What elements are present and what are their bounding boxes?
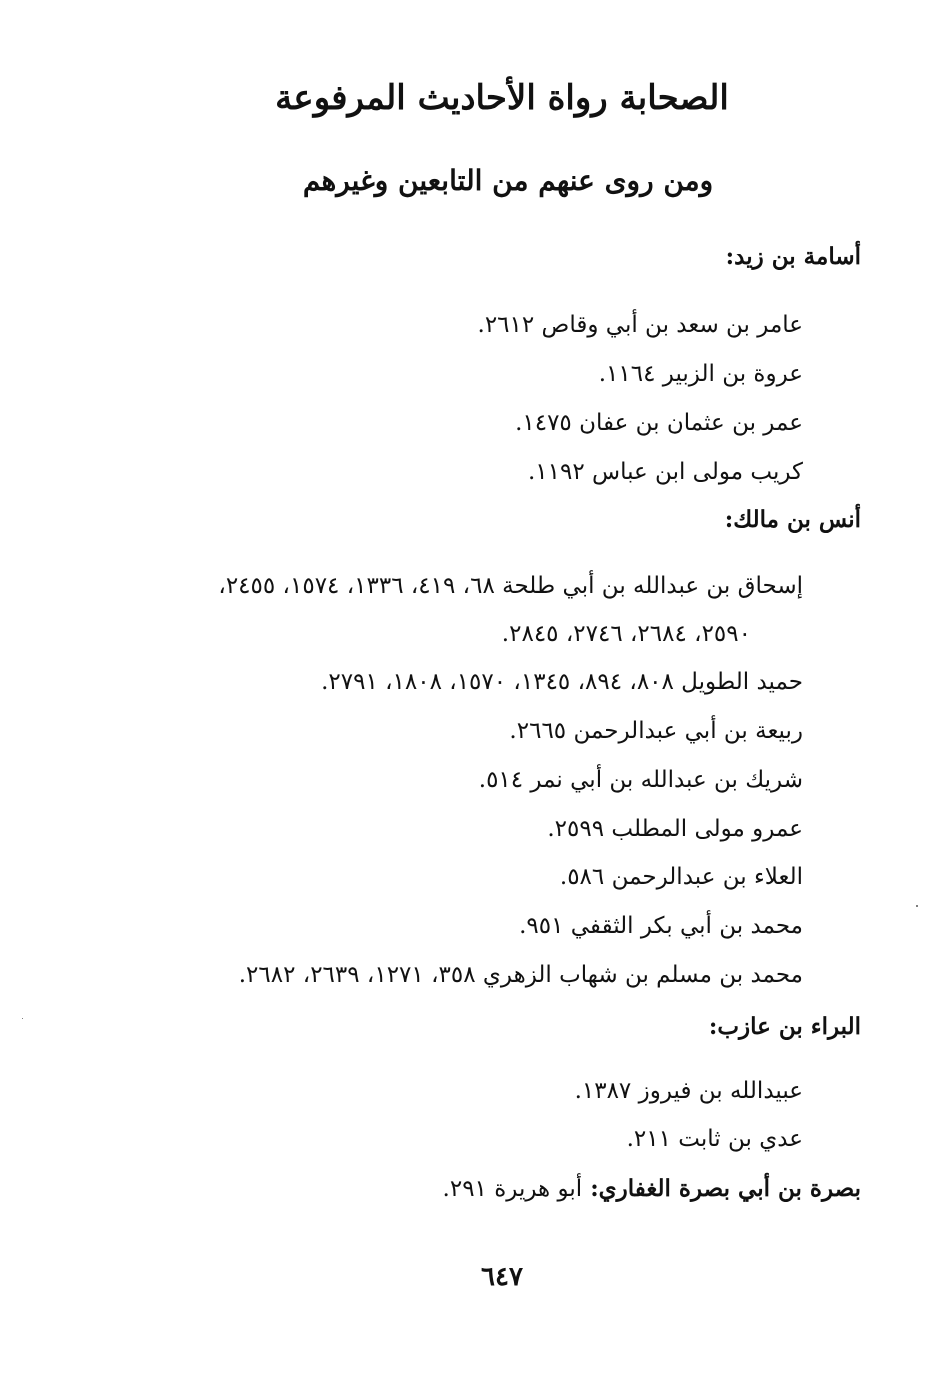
narrator-item: ربيعة بن أبي عبدالرحمن ٢٦٦٥. xyxy=(509,718,803,744)
page-number: ٦٤٧ xyxy=(481,1262,523,1292)
entry-heading-anas: أنس بن مالك: xyxy=(724,506,861,533)
narrator-item: عروة بن الزبير ١١٦٤. xyxy=(598,361,803,387)
narrator-item: عمرو مولى المطلب ٢٥٩٩. xyxy=(547,816,803,842)
narrator-item: محمد بن مسلم بن شهاب الزهري ٣٥٨، ١٢٧١، ٢٦٣٩، ٢٦٨٢. xyxy=(238,962,803,988)
entry-heading-basra xyxy=(443,1174,861,1204)
narrator-item: عبيدالله بن فيروز ١٣٨٧. xyxy=(574,1078,803,1104)
narrator-item: كريب مولى ابن عباس ١١٩٢. xyxy=(527,459,803,485)
entry-heading-bara: البراء بن عازب: xyxy=(708,1013,861,1040)
entry-heading-usama: أسامة بن زيد: xyxy=(725,243,861,270)
narrator-item: عدي بن ثابت ٢١١. xyxy=(626,1126,803,1152)
narrator-item: عامر بن سعد بن أبي وقاص ٢٦١٢. xyxy=(477,312,803,338)
page-title: الصحابة رواة الأحاديث المرفوعة xyxy=(275,78,729,118)
narrator-item: شريك بن عبدالله بن أبي نمر ٥١٤. xyxy=(478,767,803,793)
narrator-inline-item: أبو هريرة ٢٩١. xyxy=(442,1176,583,1202)
page-subtitle: ومن روى عنهم من التابعين وغيرهم xyxy=(302,164,714,197)
entry-heading-label: بصرة بن أبي بصرة الغفاري: xyxy=(590,1175,861,1202)
scan-artifact xyxy=(22,1018,23,1019)
narrator-item: عمر بن عثمان بن عفان ١٤٧٥. xyxy=(515,410,803,436)
narrator-item: حميد الطويل ٨٠٨، ٨٩٤، ١٣٤٥، ١٥٧٠، ١٨٠٨، ٢٧٩١. xyxy=(321,669,803,695)
narrator-item: إسحاق بن عبدالله بن أبي طلحة ٦٨، ٤١٩، ١٣٣٦، ١٥٧٤، ٢٤٥٥، xyxy=(218,573,803,599)
narrator-item-continuation: ٢٥٩٠، ٢٦٨٤، ٢٧٤٦، ٢٨٤٥. xyxy=(501,621,751,647)
narrator-item: محمد بن أبي بكر الثقفي ٩٥١. xyxy=(519,913,803,939)
narrator-item: العلاء بن عبدالرحمن ٥٨٦. xyxy=(559,864,803,890)
scan-artifact xyxy=(916,905,918,907)
